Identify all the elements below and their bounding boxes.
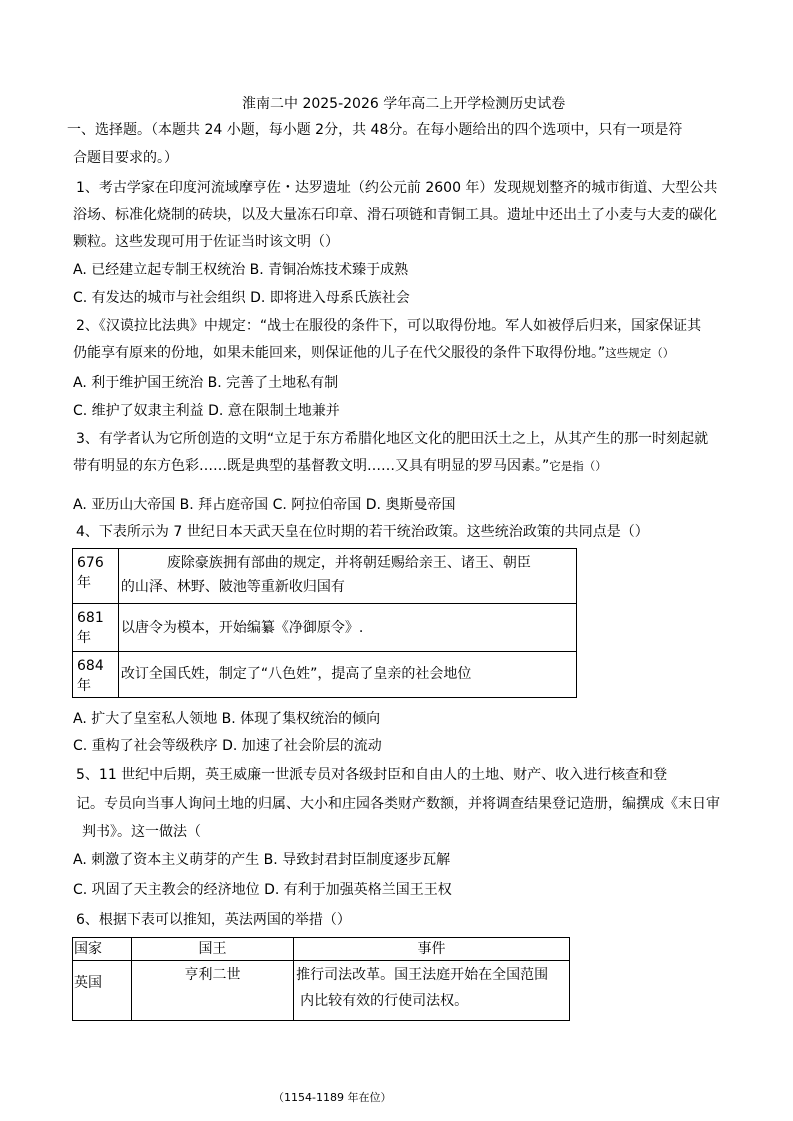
q6-comparison-table bbox=[72, 937, 570, 1021]
q4-row3-policy-line-1: 改订全国氏姓，制定了“八色姓”，提高了皇亲的社会地位 bbox=[120, 666, 472, 682]
q3-stem-text: 带有明显的东方色彩……既是典型的基督教文明……又具有明显的罗马因素。” bbox=[73, 458, 550, 474]
q3-stem-line-2 bbox=[73, 456, 607, 476]
q6-row-country-text: 英国 bbox=[74, 975, 102, 991]
q6-header-event bbox=[294, 938, 570, 961]
q6-header-king-text: 国王 bbox=[198, 941, 227, 957]
q6-stem: 6、根据下表可以推知，英法两国的举措（） bbox=[76, 912, 351, 928]
table-row bbox=[73, 961, 570, 1021]
q4-row1-policy-line-2: 的山泽、林野、陂池等重新收归国有 bbox=[120, 579, 345, 595]
q2-stem-tail: 这些规定（） bbox=[605, 346, 675, 360]
q1-stem-line-2: 浴场、标准化烧制的砖块，以及大量冻石印章、滑石项链和青铜工具。遗址中还出土了小麦与大麦的碳化 bbox=[73, 207, 717, 223]
q2-options-line-2: C. 维护了奴隶主利益 D. 意在限制土地兼并 bbox=[73, 403, 340, 419]
q4-row1-policy-line-1: 废除豪族拥有部曲的规定，并将朝廷赐给亲王、诸王、朝臣 bbox=[166, 555, 531, 571]
q4-row1-policy bbox=[118, 549, 576, 604]
table-row bbox=[73, 938, 570, 961]
q2-stem-line-1: 2、《汉谟拉比法典》中规定：“战士在服役的条件下，可以取得份地。军人如被俘后归来，国家保证其 bbox=[76, 318, 702, 334]
table-row bbox=[73, 604, 577, 652]
section-heading-line-2: 合题目要求的。） bbox=[73, 150, 178, 166]
table-row bbox=[73, 652, 577, 698]
q4-row3-year-text: 684 年 bbox=[77, 658, 104, 694]
table-row bbox=[73, 549, 577, 604]
q4-options-line-2: C. 重构了社会等级秩序 D. 加速了社会阶层的流动 bbox=[73, 738, 382, 754]
q2-stem-text: 仍能享有原来的份地，如果未能回来，则保证他的儿子在代父服役的条件下取得份地。” bbox=[73, 345, 606, 361]
section-heading-line-1: 一、选择题。（本题共 24 小题，每小题 2分，共 48分。在每小题给出的四个选项中，只有一项是符 bbox=[67, 122, 683, 138]
q3-stem-tail: 它是指（） bbox=[549, 459, 607, 473]
q4-row3-policy bbox=[118, 652, 576, 698]
q6-row-king bbox=[131, 961, 293, 1021]
q4-row2-policy-line-1: 以唐令为模本，开始编纂《净御原令》. bbox=[120, 620, 364, 636]
q1-stem-line-3: 颗粒。这些发现可用于佐证当时该文明（） bbox=[73, 234, 339, 250]
q6-header-event-text: 事件 bbox=[417, 941, 446, 957]
q3-options: A. 亚历山大帝国 B. 拜占庭帝国 C. 阿拉伯帝国 D. 奥斯曼帝国 bbox=[73, 497, 456, 513]
q4-policy-table bbox=[72, 548, 577, 698]
q4-row3-year bbox=[73, 652, 119, 698]
q4-row1-year bbox=[73, 549, 119, 604]
q6-row-country bbox=[73, 961, 132, 1021]
q1-options-line-1: A. 已经建立起专制王权统治 B. 青铜冶炼技术臻于成熟 bbox=[73, 262, 409, 278]
q6-row-event-line-2: 内比较有效的行使司法权。 bbox=[300, 993, 469, 1009]
q6-header-country bbox=[73, 938, 132, 961]
q2-options-line-1: A. 利于维护国王统治 B. 完善了土地私有制 bbox=[73, 375, 339, 391]
q5-stem-line-2: 记。专员向当事人询问土地的归属、大小和庄园各类财产数额，并将调查结果登记造册，编撰成《末日审 bbox=[76, 796, 720, 812]
q6-row-king-text: 亨利二世 bbox=[184, 967, 241, 983]
page-title: 淮南二中 2025-2026 学年高二上开学检测历史试卷 bbox=[242, 96, 566, 112]
q2-stem-line-2 bbox=[73, 343, 674, 363]
q4-row1-year-text: 676 年 bbox=[77, 555, 104, 591]
q5-options-line-1: A. 刺激了资本主义萌芽的产生 B. 导致封君封臣制度逐步瓦解 bbox=[73, 852, 451, 868]
q6-row-event-line-1: 推行司法改革。国王法庭开始在全国范围 bbox=[296, 967, 549, 983]
q6-header-country-text: 国家 bbox=[74, 941, 102, 957]
q3-stem-line-1: 3、有学者认为它所创造的文明“立足于东方希腊化地区文化的肥田沃土之上，从其产生的那一时刻起就 bbox=[76, 431, 709, 447]
q5-options-line-2: C. 巩固了天主教会的经济地位 D. 有利于加强英格兰国王王权 bbox=[73, 882, 452, 898]
q4-stem: 4、下表所示为 7 世纪日本天武天皇在位时期的若干统治政策。这些统治政策的共同点是（） bbox=[76, 524, 649, 540]
q1-stem-line-1: 1、考古学家在印度河流域摩亨佐・达罗遗址（约公元前 2600 年）发现规划整齐的城市街道、大型公共 bbox=[76, 180, 718, 196]
q5-stem-line-3: 判书》。这一做法（ bbox=[82, 824, 201, 840]
q4-row2-policy bbox=[118, 604, 576, 652]
q4-row2-year bbox=[73, 604, 119, 652]
q4-row2-year-text: 681 年 bbox=[77, 610, 104, 646]
q4-options-line-1: A. 扩大了皇室私人领地 B. 体现了集权统治的倾向 bbox=[73, 711, 381, 727]
q1-options-line-2: C. 有发达的城市与社会组织 D. 即将进入母系氏族社会 bbox=[73, 290, 410, 306]
q6-header-king bbox=[131, 938, 293, 961]
q6-footnote: （1154-1189 年在位） bbox=[273, 1091, 392, 1104]
q5-stem-line-1: 5、11 世纪中后期，英王威廉一世派专员对各级封臣和自由人的土地、财产、收入进行核查和登 bbox=[76, 767, 668, 783]
q6-row-event bbox=[294, 961, 570, 1021]
